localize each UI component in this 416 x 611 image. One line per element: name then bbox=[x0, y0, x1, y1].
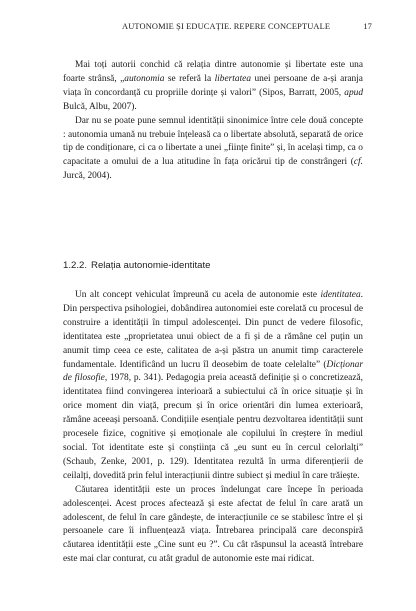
text-run: Căutarea identității este un proces îndelungat care începe în perioada adolescenței. Acest proces afectează și este afectat de felul în care arată un adolescent, de felul în care gândește, de interacțiunile ce se stabilesc între el și persoanele care îi influențează viața. Întrebarea principală care deconspiră căutarea identității este „Cine sunt eu ?”. Cu cât răspunsul la această întrebare este mai clar conturat, cu atât gradul de autonomie este mai ridicat. bbox=[63, 484, 363, 565]
text-run: Jurcă, 2004). bbox=[63, 171, 112, 182]
italic-run: libertatea bbox=[214, 73, 252, 84]
italic-run: autonomia bbox=[124, 73, 165, 84]
page-number: 17 bbox=[363, 22, 372, 31]
section-autonomy-identity bbox=[63, 289, 363, 567]
text-run: Bulcă, Albu, 2007). bbox=[63, 101, 137, 112]
text-run: Un alt concept vehiculat împreună cu acela de autonomie este bbox=[75, 290, 321, 300]
paragraph bbox=[63, 59, 363, 115]
running-title: AUTONOMIE ȘI EDUCAȚIE. REPERE CONCEPTUALE bbox=[122, 22, 331, 31]
paragraph bbox=[63, 289, 363, 484]
section-autonomy-freedom bbox=[63, 59, 363, 184]
italic-run: cf. bbox=[353, 157, 363, 168]
text-run: unei persoane de a-și aranja viața în concordanță cu propriile dorințe și valori” (Sipos, Barratt, 2005, bbox=[63, 73, 363, 98]
subsection-heading bbox=[63, 259, 363, 272]
italic-run: Dicționar de filosofie bbox=[63, 359, 363, 384]
text-run: . Din perspectiva psihologiei, dobândirea autonomiei este corelată cu procesul de construire a identității în timpul adolescenței. Din punct de vedere filosofic, identitatea este „proprietatea unui obiect de a fi și de a rămâne cel puțin un anumit timp ceea ce este, calitatea de a-și păstra un anumit timp caracterele fundamentale. Identificând un lucru îl deosebim de toate celelalte” ( bbox=[63, 290, 363, 370]
subsection-title: Relația autonomie-identitate bbox=[91, 260, 211, 271]
italic-run: identitatea bbox=[320, 290, 361, 300]
subsection-number: 1.2.2. bbox=[63, 260, 88, 271]
text-run: , 1978, p. 341). Pedagogia preia această definiție și o concretizează, identitatea fiind convingerea interioară a subiectului că în orice situație și în orice moment din viață, precum și în orice orientări din lumea exterioară, rămâne aceeași persoană. Condițiile esențiale pentru dezvoltarea identității sunt procesele fizice, cognitive și emoționale ale copilului în creștere în mediul social. Tot identitate este și conștiința că „eu sunt eu în cercul celorlalți” (Schaub, Zenke, 2001, p. 129). Identitatea rezultă în urma diferențierii de ceilalți, dovedită prin felul interacțiunii dintre subiect și mediul în care trăiește. bbox=[63, 373, 363, 481]
text-run: Mai toți autorii conchid că relația dintre autonomie și libertate este una foarte strânsă, „ bbox=[63, 60, 363, 84]
paragraph bbox=[63, 484, 363, 567]
running-header bbox=[0, 20, 416, 34]
paragraph bbox=[63, 115, 363, 185]
text-run: se referă la bbox=[164, 73, 215, 84]
italic-run: apud bbox=[344, 87, 363, 98]
text-run: Dar nu se poate pune semnul identității sinonimice între cele două concepte : autonomia umană nu trebuie înțeleasă ca o libertate absolută, separată de orice tip de condiționare, ci ca o libertate a unei „ființe finite” și, în același timp, ca o capacitate a omului de a lua atitudine în fața oricărui tip de constrângeri ( bbox=[63, 115, 363, 168]
